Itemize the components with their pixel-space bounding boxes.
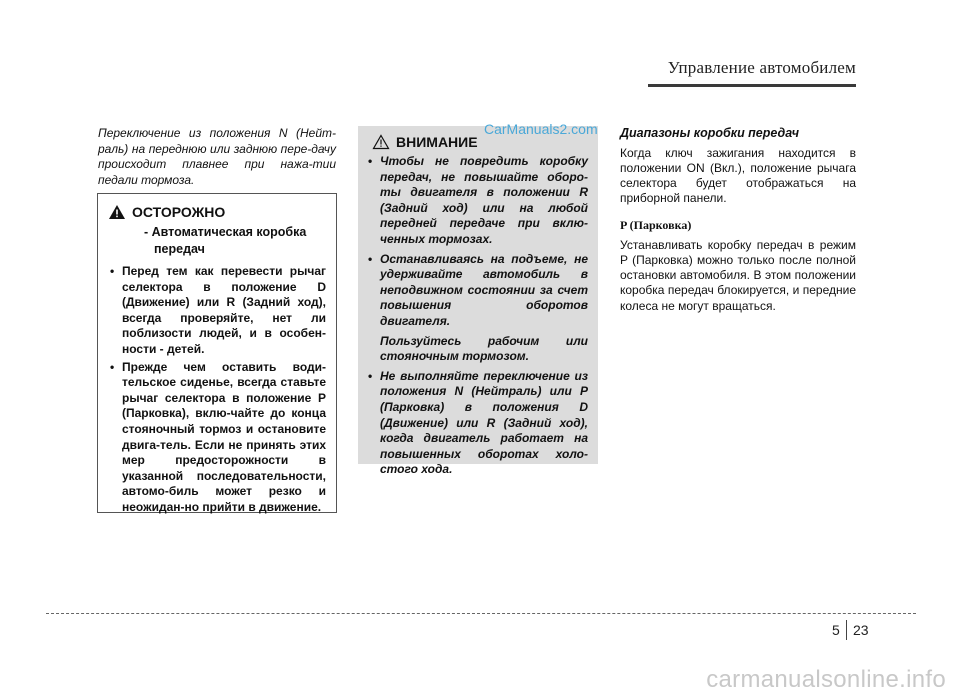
caution-box: [358, 126, 598, 477]
warning-bullet: • Прежде чем оставить води-тельское сиденье, всегда ставьте рычаг селектора в положение P (Парковка), вклю-чайте до конца стояночный тормоз и остановите двига-тель. Если не принять этих мер предосторожности в указанной последовательности, автомо-биль может резко и неожидан-но прийти в движение.: [108, 360, 326, 516]
caution-list: [366, 154, 588, 478]
right-column: [620, 126, 856, 314]
park-heading: P (Парковка): [620, 218, 692, 233]
page-number: 23: [853, 622, 869, 638]
caution-bullet-text: • Не выполняйте переключение из положения N (Нейтраль) или P (Парковка) в положения D (Движение) или R (Задний ход), когда двигатель работает на повышенных оборотах холо-стого хода.: [380, 368, 588, 477]
caution-bullet-extra: Пользуйтесь рабочим или стояночным тормозом.: [380, 333, 588, 364]
section-number: 5: [832, 622, 840, 638]
caution-triangle-icon: [372, 134, 390, 150]
watermark-top: CarManuals2.com: [484, 121, 598, 137]
warning-subtitle: [108, 224, 326, 258]
caution-bullet-text: • Чтобы не повредить коробку передач, не повышайте оборо-ты двигателя в положении R (Задний ход) или на любой передней передаче при вклю-ченных тормозах.: [380, 154, 588, 246]
caution-bullet: [366, 252, 588, 365]
caution-bullet: [366, 369, 588, 478]
warning-bullet: • Перед тем как перевести рычаг селектора в положение D (Движение) или R (Задний ход), всегда проверяйте, нет ли поблизости людей, и в особен-ности - детей.: [108, 264, 326, 358]
page-header-title: Управление автомобилем: [667, 58, 856, 77]
intro-paragraph: Переключение из положения N (Нейт-раль) на переднюю или заднюю пере-дачу происходит плавнее при нажа-тии педали тормоза.: [98, 126, 336, 187]
header-rule: [648, 84, 856, 87]
warning-title: ОСТОРОЖНО: [132, 204, 226, 220]
footer-rule: [46, 613, 916, 614]
page-number-divider: [846, 620, 847, 640]
warning-heading: [108, 204, 326, 220]
section-heading: Диапазоны коробки передач: [620, 126, 799, 140]
warning-subtitle-line2: передач: [154, 242, 205, 256]
caution-bullet-text: • Останавливаясь на подъеме, не удерживайте автомобиль в неподвижном состоянии за счет повышения оборотов двигателя.: [380, 251, 588, 328]
warning-box: [97, 193, 337, 513]
left-column: [98, 126, 336, 188]
park-paragraph: Устанавливать коробку передач в режим P (Парковка) можно только после полной остановки автомобиля. В этом положении коробка передач блокируется, и передние колеса не могут вращаться.: [620, 237, 856, 313]
warning-subtitle-line1: - Автоматическая коробка: [144, 225, 307, 239]
section-intro: Когда ключ зажигания находится в положении ON (Вкл.), положение рычага селектора будет отображаться на приборной панели.: [620, 145, 856, 206]
warning-triangle-icon: [108, 204, 126, 220]
caution-bullet: [366, 154, 588, 248]
caution-title: ВНИМАНИЕ: [396, 134, 478, 150]
watermark-bottom: carmanualsonline.info: [706, 666, 946, 693]
warning-list: [108, 264, 326, 516]
